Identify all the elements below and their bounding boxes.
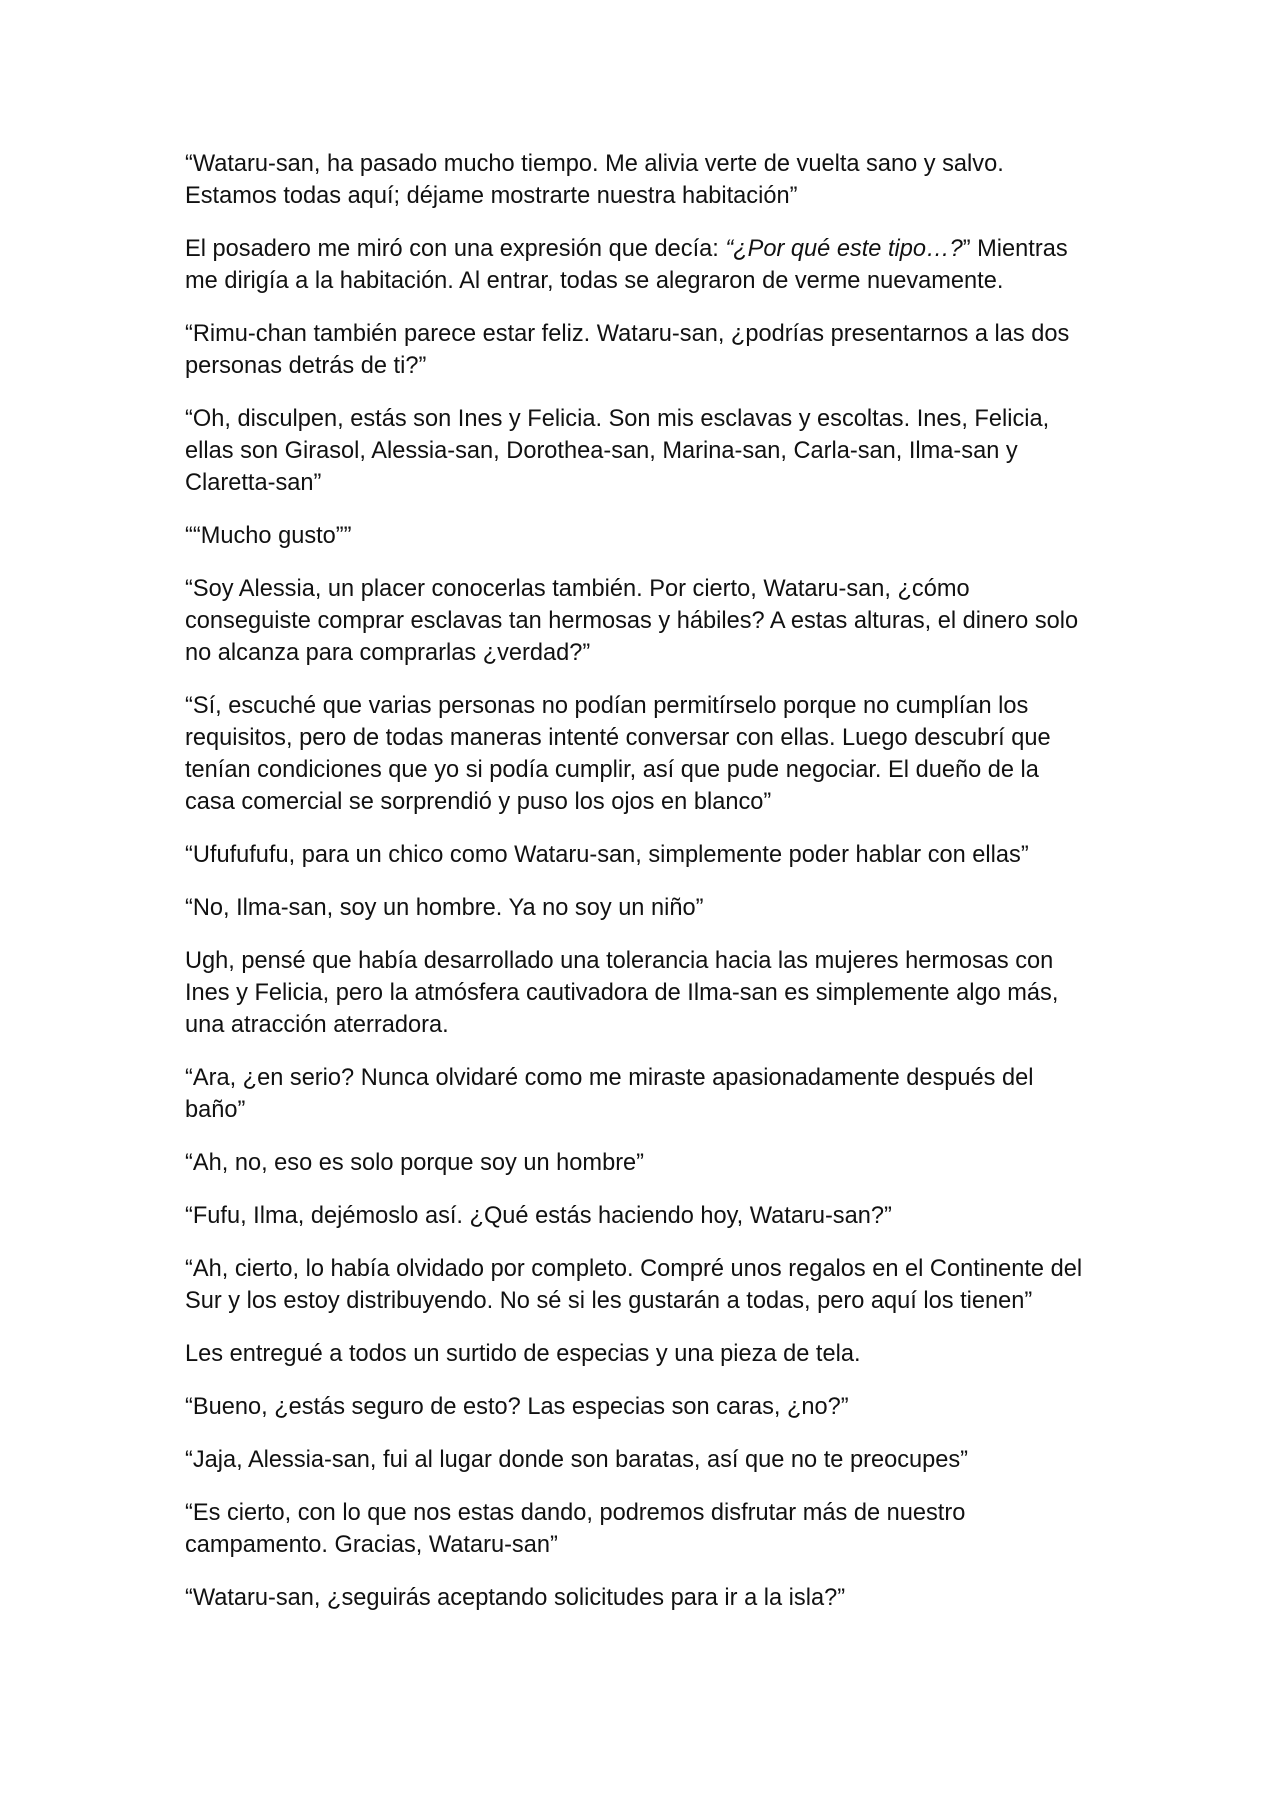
paragraph: “Ah, cierto, lo había olvidado por completo. Compré unos regalos en el Continente del Sur y los estoy distribuyendo. No sé si les gustarán a todas, pero aquí los tienen” <box>185 1256 1083 1314</box>
document-body <box>185 148 1095 1635</box>
paragraph: “Rimu-chan también parece estar feliz. Wataru-san, ¿podrías presentarnos a las dos personas detrás de ti?” <box>185 321 1070 379</box>
paragraph: “Es cierto, con lo que nos estas dando, podremos disfrutar más de nuestro campamento. Gracias, Wataru-san” <box>185 1500 966 1558</box>
paragraph: “Fufu, Ilma, dejémoslo así. ¿Qué estás haciendo hoy, Wataru-san?” <box>185 1203 892 1229</box>
paragraph: “No, Ilma-san, soy un hombre. Ya no soy un niño” <box>185 895 704 921</box>
paragraph: “Wataru-san, ha pasado mucho tiempo. Me alivia verte de vuelta sano y salvo. Estamos todas aquí; déjame mostrarte nuestra habitación” <box>185 151 1004 209</box>
paragraph: “Bueno, ¿estás seguro de esto? Las especias son caras, ¿no?” <box>185 1394 849 1420</box>
paragraph: “Ara, ¿en serio? Nunca olvidaré como me miraste apasionadamente después del baño” <box>185 1065 1034 1123</box>
paragraph: “Sí, escuché que varias personas no podían permitírselo porque no cumplían los requisitos, pero de todas maneras intenté conversar con ellas. Luego descubrí que tenían condiciones que yo si podía cumplir, así que pude negociar. El dueño de la casa comercial se sorprendió y puso los ojos en blanco” <box>185 693 1051 815</box>
paragraph: “Ah, no, eso es solo porque soy un hombre” <box>185 1150 645 1176</box>
paragraph-italic-text: “¿Por qué este tipo…? <box>725 236 963 262</box>
paragraph: “Ufufufufu, para un chico como Wataru-san, simplemente poder hablar con ellas” <box>185 842 1029 868</box>
paragraph: ““Mucho gusto”” <box>185 523 352 549</box>
paragraph: “Soy Alessia, un placer conocerlas también. Por cierto, Wataru-san, ¿cómo conseguiste comprar esclavas tan hermosas y hábiles? A estas alturas, el dinero solo no alcanza para comprarlas ¿verdad?” <box>185 576 1079 666</box>
paragraph: “Jaja, Alessia-san, fui al lugar donde son baratas, así que no te preocupes” <box>185 1447 969 1473</box>
paragraph: “Wataru-san, ¿seguirás aceptando solicitudes para ir a la isla?” <box>185 1585 846 1611</box>
paragraph: Ugh, pensé que había desarrollado una tolerancia hacia las mujeres hermosas con Ines y Felicia, pero la atmósfera cautivadora de Ilma-san es simplemente algo más, una atracción aterradora. <box>185 948 1059 1038</box>
paragraph-text: El posadero me miró con una expresión que decía: <box>185 236 726 262</box>
paragraph <box>185 233 1095 297</box>
paragraph-text: ” Mientras me dirigía a la habitación. Al entrar, todas se alegraron de verme nuevamente. <box>185 236 1068 294</box>
paragraph: “Oh, disculpen, estás son Ines y Felicia. Son mis esclavas y escoltas. Ines, Felicia, ellas son Girasol, Alessia-san, Dorothea-san, Marina-san, Carla-san, Ilma-san y Claretta-san” <box>185 406 1050 496</box>
paragraph: Les entregué a todos un surtido de especias y una pieza de tela. <box>185 1341 861 1367</box>
